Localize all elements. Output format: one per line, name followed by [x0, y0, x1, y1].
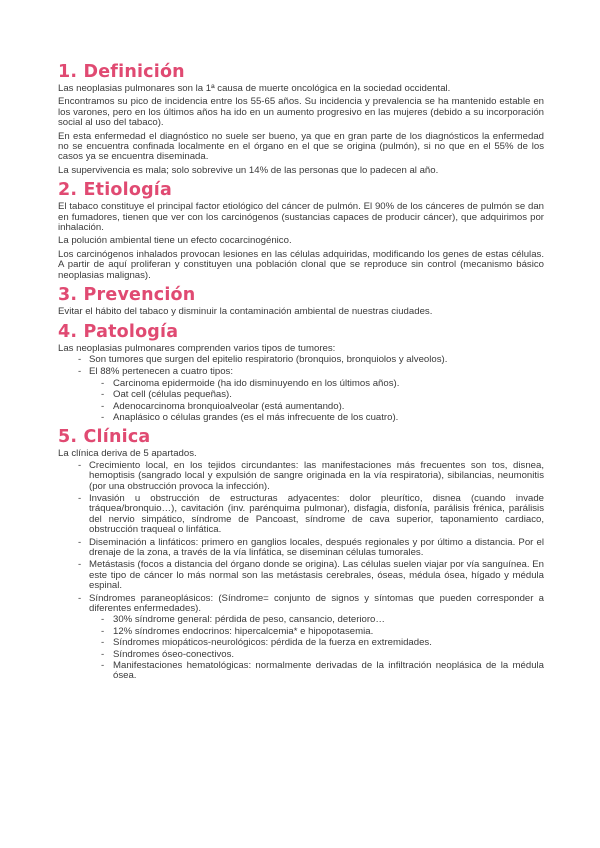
paragraph: Encontramos su pico de incidencia entre los 55-65 años. Su incidencia y prevalencia se ha mantenido estable en los varones, pero en los últimos años ha ido en un aumento progresivo en las mujeres (debido a su incorporación social al uso del tabaco).: [58, 96, 544, 129]
section-heading: 5. Clínica: [58, 427, 151, 448]
list-item: - Diseminación a linfáticos: primero en ganglios locales, después regionales y por último a distancia. Por el drenaje de la zona, a través de la vía linfática, se diseminan células tumorales.: [58, 538, 544, 559]
section-heading: 4. Patología: [58, 321, 179, 342]
section-definicion: [58, 62, 544, 176]
list-item: - Metástasis (focos a distancia del órgano donde se origina). Las células suelen viajar por vía sanguínea. En este tipo de cáncer lo más normal son las metástasis cerebrales, óseas, médula ósea, hígado y médula espinal.: [58, 560, 544, 591]
section-intro: La clínica deriva de 5 apartados.: [58, 448, 197, 460]
sub-bullet-list: [89, 379, 544, 424]
sub-list-item: - Manifestaciones hematológicas: normalmente derivadas de la infiltración neoplásica de la médula ósea.: [89, 661, 544, 682]
section-patologia: [58, 322, 544, 424]
sub-list-item: - Adenocarcinoma bronquioalveolar (está aumentando).: [89, 402, 544, 412]
sub-list-item: - Carcinoma epidermoide (ha ido disminuyendo en los últimos años).: [89, 379, 544, 389]
section-heading: 1. Definición: [58, 62, 185, 82]
list-item: - Crecimiento local, en los tejidos circundantes: las manifestaciones más frecuentes son tos, disnea, hemoptisis (sangrado local y expulsión de sangre originada en la vía respiratoria), sibilancias, neumonitis (por una obstrucción provoca la infección).: [58, 461, 544, 492]
sub-list-item: - 12% síndromes endocrinos: hipercalcemia* e hipopotasemia.: [89, 627, 544, 637]
sub-list-item: - Anaplásico o células grandes (es el más infrecuente de los cuatro).: [89, 413, 544, 423]
bullet-list: [58, 355, 544, 423]
sub-list-item: - Oat cell (células pequeñas).: [89, 390, 544, 400]
list-item: - Invasión u obstrucción de estructuras adyacentes: dolor pleurítico, disnea (cuando invade tráquea/bronquio…), cavitación (inv. parénquima pulmonar), disfagia, disfonía, parálisis frénica, parálisis del nervio simpático, síndrome de Pancoast, síndrome de cava superior, taponamiento cardiaco, obstrucción traqueal o linfática.: [58, 494, 544, 536]
bullet-list: [58, 461, 544, 682]
list-item-text: Síndromes paraneoplásicos: (Síndrome= conjunto de signos y síntomas que pueden corresponder a diferentes enfermedades).: [89, 592, 544, 615]
section-etiologia: [58, 180, 544, 281]
sub-list-item: - Síndromes óseo-conectivos.: [89, 650, 544, 660]
paragraph: La polución ambiental tiene un efecto cocarcinogénico.: [58, 235, 292, 247]
section-prevencion: [58, 285, 544, 317]
list-item: - Son tumores que surgen del epitelio respiratorio (bronquios, bronquiolos y alveolos).: [58, 355, 544, 365]
sub-list-item: - Síndromes miopáticos-neurológicos: pérdida de la fuerza en extremidades.: [89, 638, 544, 648]
paragraph: La supervivencia es mala; solo sobrevive un 14% de las personas que lo padecen al año.: [58, 164, 439, 176]
section-heading: 3. Prevención: [58, 285, 196, 306]
document-page: [58, 62, 544, 684]
list-item: [58, 367, 544, 423]
list-item-text: El 88% pertenecen a cuatro tipos:: [89, 366, 233, 378]
sub-bullet-list: [89, 615, 544, 681]
paragraph: En esta enfermedad el diagnóstico no suele ser bueno, ya que en gran parte de los diagnósticos la enfermedad no se encuentra confinada localmente en el órgano en el que se origina (pulmón), si no que en el 55% de los casos ya se encuentra diseminada.: [58, 130, 544, 163]
paragraph: Evitar el hábito del tabaco y disminuir la contaminación ambiental de nuestras ciudades.: [58, 306, 433, 318]
sub-list-item: - 30% síndrome general: pérdida de peso, cansancio, deterioro…: [89, 615, 544, 625]
section-intro: Las neoplasias pulmonares comprenden varios tipos de tumores:: [58, 342, 336, 354]
paragraph: Los carcinógenos inhalados provocan lesiones en las células adquiridas, modificando los genes de estas células. A partir de aquí proliferan y constituyen una población clonal que se reproduce sin control (mecanismo básico neoplasias malignas).: [58, 248, 544, 281]
list-item: [58, 594, 544, 682]
paragraph: El tabaco constituye el principal factor etiológico del cáncer de pulmón. El 90% de los cánceres de pulmón se dan en fumadores, tienen que ver con los carcinógenos (sustancias capaces de producir cáncer), que adquirimos por inhalación.: [58, 201, 544, 234]
section-heading: 2. Etiología: [58, 180, 173, 201]
section-clinica: [58, 427, 544, 682]
paragraph: Las neoplasias pulmonares son la 1ª causa de muerte oncológica en la sociedad occidental.: [58, 83, 451, 94]
